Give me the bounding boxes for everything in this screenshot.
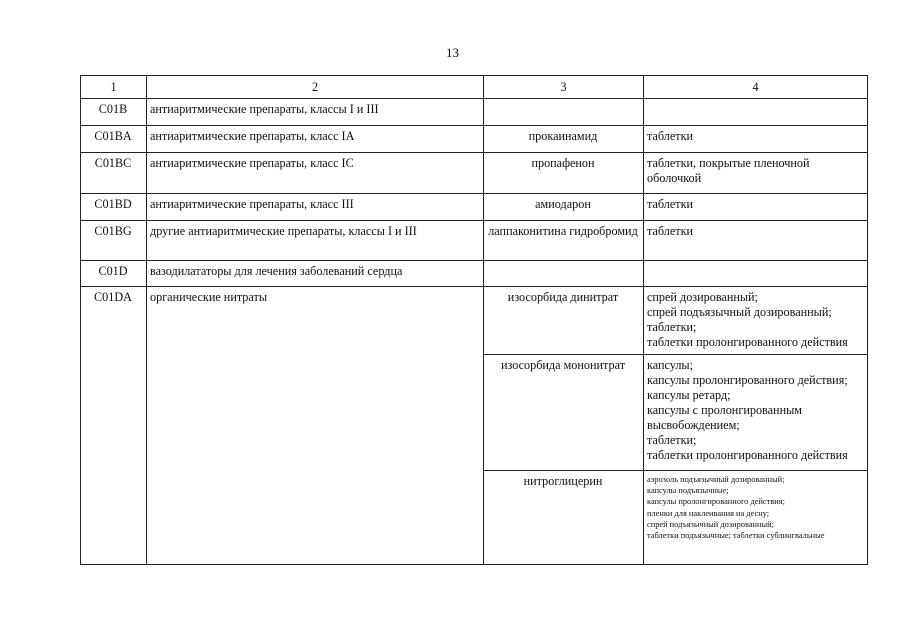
header-cell-1: 1: [81, 76, 147, 99]
dosage-form: таблетки пролонгированного действия: [647, 448, 848, 462]
drug-name-cell: изосорбида динитрат: [484, 287, 644, 355]
dosage-forms-cell: [644, 126, 868, 153]
dosage-form: капсулы пролонгированного действия;: [647, 373, 848, 387]
dosage-forms-cell: [644, 99, 868, 126]
atc-code-cell: C01BC: [81, 153, 147, 194]
drug-name-cell: лаппаконитина гидробромид: [484, 221, 644, 261]
dosage-forms-cell: [644, 261, 868, 287]
dosage-form: таблетки;: [647, 433, 697, 447]
table-row: [81, 153, 868, 194]
dosage-form: спрей подъязычный дозированный;: [647, 305, 832, 319]
group-name-cell: антиаритмические препараты, класс III: [147, 194, 484, 221]
group-name-cell: вазодилататоры для лечения заболеваний сердца: [147, 261, 484, 287]
dosage-form: капсулы подъязычные;: [647, 486, 729, 496]
atc-code-cell: C01BA: [81, 126, 147, 153]
dosage-forms-cell: [644, 153, 868, 194]
group-name-cell: антиаритмические препараты, класс IC: [147, 153, 484, 194]
table-row: [81, 99, 868, 126]
header-cell-2: 2: [147, 76, 484, 99]
dosage-form: капсулы с пролонгированным высвобождением;: [647, 403, 802, 432]
atc-code-cell: C01D: [81, 261, 147, 287]
group-name-cell: антиаритмические препараты, классы I и III: [147, 99, 484, 126]
drug-name-cell: нитроглицерин: [484, 471, 644, 565]
group-name-cell: антиаритмические препараты, класс IA: [147, 126, 484, 153]
atc-code-cell: C01DA: [81, 287, 147, 565]
dosage-form: спрей подъязычный дозированный;: [647, 519, 774, 529]
header-row: [81, 76, 868, 99]
drug-name-cell: прокаинамид: [484, 126, 644, 153]
dosage-form: спрей дозированный;: [647, 290, 758, 304]
drug-table: [80, 75, 868, 565]
dosage-form: таблетки пролонгированного действия: [647, 335, 848, 349]
group-name-cell: органические нитраты: [147, 287, 484, 565]
dosage-form: таблетки: [647, 224, 694, 238]
drug-name-cell: [484, 99, 644, 126]
dosage-forms-cell: [644, 221, 868, 261]
atc-code-cell: C01B: [81, 99, 147, 126]
table-row: [81, 126, 868, 153]
dosage-forms-cell: [644, 355, 868, 471]
dosage-form: таблетки: [647, 197, 694, 211]
header-cell-3: 3: [484, 76, 644, 99]
group-name-cell: другие антиаритмические препараты, классы I и III: [147, 221, 484, 261]
table-row: [81, 261, 868, 287]
dosage-form: капсулы пролонгированного действия;: [647, 497, 785, 507]
drug-name-cell: изосорбида мононитрат: [484, 355, 644, 471]
dosage-form: таблетки, покрытые пленочной оболочкой: [647, 156, 810, 185]
header-cell-4: 4: [644, 76, 868, 99]
drug-name-cell: пропафенон: [484, 153, 644, 194]
dosage-form: таблетки;: [647, 320, 697, 334]
page-number: 13: [446, 45, 459, 60]
dosage-form: пленки для наклеивания на десну;: [647, 508, 770, 518]
dosage-form: таблетки подъязычные; таблетки сублингвальные: [647, 531, 825, 541]
dosage-forms-cell: [644, 471, 868, 565]
atc-code-cell: C01BG: [81, 221, 147, 261]
dosage-forms-cell: [644, 287, 868, 355]
drug-name-cell: амиодарон: [484, 194, 644, 221]
dosage-form: капсулы ретард;: [647, 388, 731, 402]
table-row: [81, 287, 868, 355]
atc-code-cell: C01BD: [81, 194, 147, 221]
drug-name-cell: [484, 261, 644, 287]
table-row: [81, 194, 868, 221]
dosage-form: таблетки: [647, 129, 694, 143]
dosage-form: аэрозоль подъязычный дозированный;: [647, 475, 785, 484]
dosage-form: капсулы;: [647, 358, 693, 372]
dosage-forms-cell: [644, 194, 868, 221]
table-row: [81, 221, 868, 261]
